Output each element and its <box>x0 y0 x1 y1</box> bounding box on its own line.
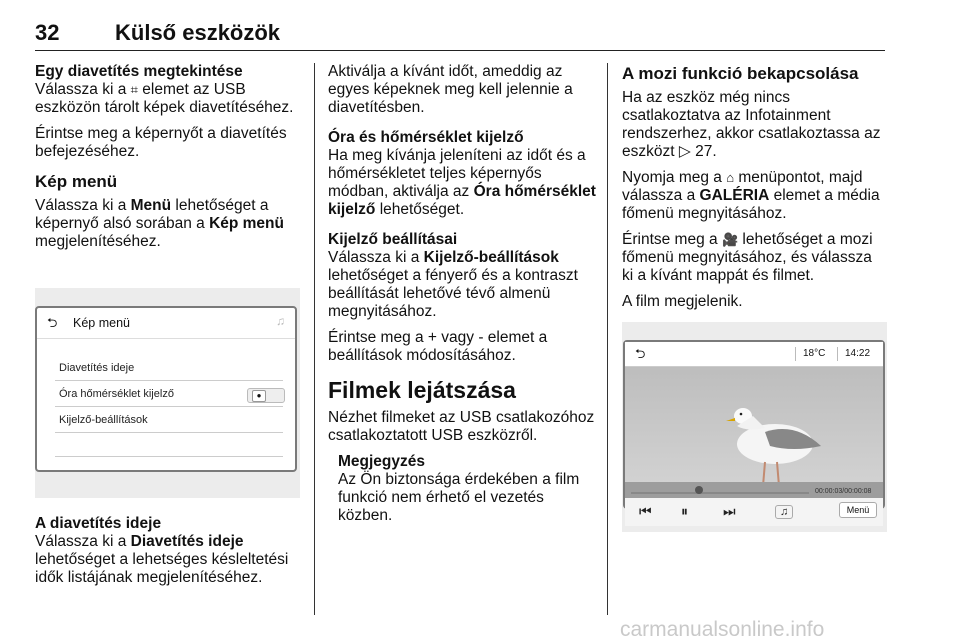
column-1 <box>35 63 300 259</box>
screen-title: Kép menü <box>73 316 130 330</box>
note-text: Az Ön biztonsága érdekében a film funkció nem érhető el vezetés közben. <box>338 471 580 524</box>
text: menüpontot, majd válassza a <box>622 169 863 204</box>
note-box <box>338 453 596 525</box>
divider <box>795 347 796 361</box>
page-reference: ▷ 27. <box>678 143 717 160</box>
column-divider <box>607 63 608 615</box>
paragraph <box>328 147 596 219</box>
column-3 <box>622 63 887 319</box>
page-title: Külső eszközök <box>115 20 281 45</box>
progress-bar[interactable] <box>631 492 809 494</box>
music-note-icon: ♫ <box>276 314 285 328</box>
menu-item-clock-temp[interactable]: Óra hőmérséklet kijelző <box>59 388 174 400</box>
paragraph <box>622 89 887 161</box>
audio-settings-icon[interactable]: ♫ <box>775 505 793 519</box>
paragraph: Nézhet filmeket az USB csatlakozóhoz csatlakoztatott USB eszközről. <box>328 409 595 444</box>
progress-knob[interactable] <box>695 486 703 494</box>
clock-temp-toggle[interactable] <box>247 388 285 403</box>
text: elemet a média főmenü megnyitásához. <box>622 187 880 222</box>
heading-clock-temp: Óra és hőmérséklet kijelző <box>328 129 524 146</box>
text: lehetőséget a lehetséges késleltetési idők listájának megjelenítéséhez. <box>35 551 289 586</box>
bold-text: GALÉRIA <box>699 187 770 204</box>
previous-track-icon[interactable]: ⏮ <box>639 503 652 519</box>
usb-photo-icon: ⌗ <box>130 82 138 97</box>
text: Ha az eszköz még nincs csatlakoztatva az Infotainment rendszerhez, akkor csatlakoztassa az eszközt <box>622 89 881 160</box>
text: Válassza ki a <box>35 81 131 98</box>
text: Válassza ki a <box>35 533 131 550</box>
text: lehetőséget a képernyő alsó sorában a <box>35 197 269 232</box>
page-header <box>35 12 885 51</box>
text: lehetőséget a mozi főmenü megnyitásához, és válassza ki a kívánt mappát és filmet. <box>622 231 873 284</box>
heading-movies: Filmek lejátszása <box>328 377 516 403</box>
divider <box>55 432 283 433</box>
column-2 <box>328 63 596 525</box>
divider <box>837 347 838 361</box>
back-arrow-icon[interactable]: ⮌ <box>635 346 646 361</box>
heading-image-menu: Kép menü <box>35 172 118 191</box>
column-1-lower <box>35 515 300 595</box>
progress-time: 00:00:03/00:00:08 <box>815 488 872 495</box>
bold-text: Diavetítés ideje <box>130 533 244 550</box>
player-title-bar <box>625 342 883 367</box>
text: Válassza ki a <box>35 197 131 214</box>
paragraph <box>622 231 887 285</box>
divider <box>55 406 283 407</box>
paragraph: Aktiválja a kívánt időt, ameddig az egyes képeknek meg kell jelennie a diavetítésben. <box>328 63 573 116</box>
column-divider <box>314 63 315 615</box>
heading-slideshow-interval: A diavetítés ideje <box>35 515 162 532</box>
divider <box>55 456 283 457</box>
text: megjelenítéséhez. <box>35 233 161 250</box>
paragraph <box>622 169 887 223</box>
next-track-icon[interactable]: ⏭ <box>723 503 736 519</box>
back-arrow-icon[interactable]: ⮌ <box>47 315 58 330</box>
bold-text: Óra hőmérséklet kijelző <box>328 183 596 218</box>
heading-display-settings: Kijelző beállításai <box>328 231 458 248</box>
movie-player-screenshot <box>622 322 887 532</box>
text: lehetőséget a fényerő és a kontraszt beállítását lehetővé tévő almenü megnyitásához. <box>328 267 578 320</box>
movie-camera-icon: 🎥 <box>721 232 739 247</box>
temperature-readout: 18°C <box>803 348 826 359</box>
note-title: Megjegyzés <box>338 453 426 470</box>
divider <box>55 380 283 381</box>
bold-text: Menü <box>130 197 172 214</box>
toggle-knob: ● <box>252 390 266 402</box>
player-controls <box>625 498 883 526</box>
paragraph <box>35 81 300 117</box>
paragraph: Érintse meg a + vagy - elemet a beállítások módosításához. <box>328 329 548 364</box>
paragraph: A film megjelenik. <box>622 293 743 310</box>
paragraph: Érintse meg a képernyőt a diavetítés befejezéséhez. <box>35 125 287 160</box>
heading-slideshow-view: Egy diavetítés megtekintése <box>35 63 243 80</box>
page-number: 32 <box>35 20 60 45</box>
text: Válassza ki a <box>328 249 424 266</box>
bold-text: Kép menü <box>209 215 284 232</box>
watermark: carmanualsonline.info <box>620 618 825 641</box>
screen-title-bar <box>37 308 295 339</box>
display-screen <box>35 306 297 472</box>
home-icon: ⌂ <box>726 170 735 185</box>
text: Ha meg kívánja jeleníteni az időt és a hőmérsékletet teljes képernyős módban, aktiválja az <box>328 147 586 200</box>
text: elemet az USB eszközön tárolt képek diavetítéséhez. <box>35 81 294 116</box>
text: Nyomja meg a <box>622 169 727 186</box>
menu-item-display-settings[interactable]: Kijelző-beállítások <box>59 414 148 426</box>
bold-text: Kijelző-beállítások <box>423 249 559 266</box>
paragraph <box>328 249 596 321</box>
text: Érintse meg a <box>622 231 722 248</box>
menu-item-slideshow-interval[interactable]: Diavetítés ideje <box>59 362 135 374</box>
image-menu-screenshot <box>35 288 300 498</box>
menu-button[interactable]: Menü <box>839 502 877 518</box>
paragraph <box>35 197 300 251</box>
pause-icon[interactable]: ⏸ <box>681 503 688 519</box>
text: lehetőséget. <box>375 201 465 218</box>
heading-activate-movie: A mozi funkció bekapcsolása <box>622 64 859 83</box>
clock-readout: 14:22 <box>845 348 871 359</box>
display-screen <box>623 340 885 519</box>
paragraph <box>35 533 300 587</box>
